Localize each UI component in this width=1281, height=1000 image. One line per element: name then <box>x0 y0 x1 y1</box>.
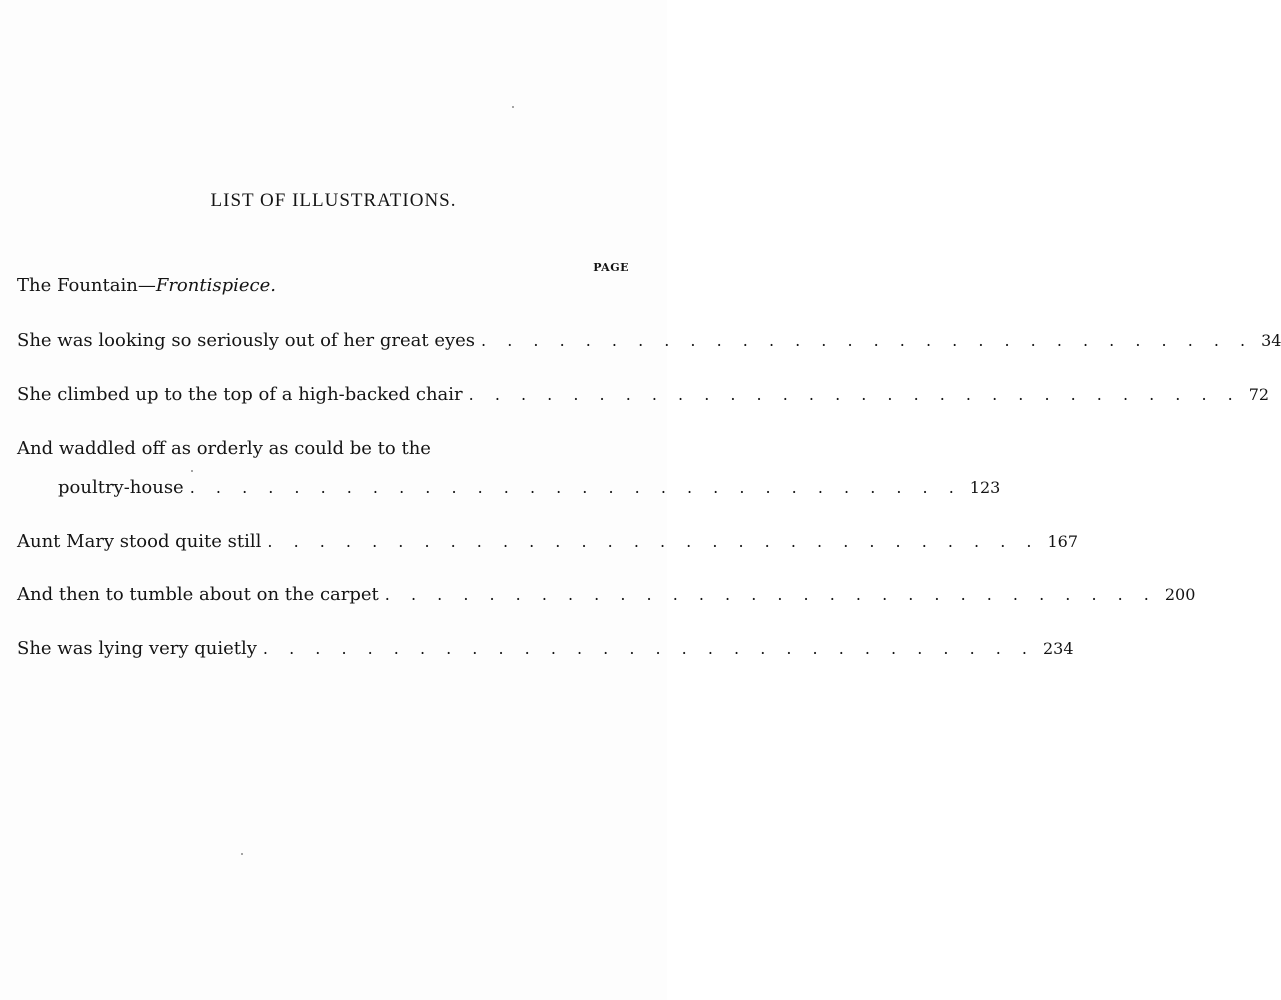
entry-label: She climbed up to the top of a high-backed chair <box>17 384 463 405</box>
page-number: 72 <box>1248 385 1270 404</box>
page-number: 167 <box>1047 532 1079 551</box>
page-number: 123 <box>969 478 1001 497</box>
scan-speck <box>241 853 243 855</box>
entry-label: The Fountain—Frontispiece. <box>17 275 276 296</box>
entry-label: And then to tumble about on the carpet <box>17 584 379 605</box>
dot-leader: . . . . . . . . . . . . . . . . . . . . . . . . . . . . . . <box>468 385 1241 404</box>
illustration-entry <box>17 531 1079 553</box>
entry-label: And waddled off as orderly as could be to the <box>17 438 431 459</box>
dot-leader: . . . . . . . . . . . . . . . . . . . . . . . . . . . . . . <box>267 532 1040 551</box>
illustration-entry <box>17 438 629 460</box>
page-number: 234 <box>1043 639 1074 658</box>
entry-label: Aunt Mary stood quite still <box>17 531 262 552</box>
illustration-entry-fountain <box>17 275 629 297</box>
page-column-header: PAGE <box>593 261 629 274</box>
illustration-entry <box>17 638 1074 660</box>
page-number: 200 <box>1164 585 1196 604</box>
illustration-entry <box>17 584 1196 606</box>
dot-leader: . . . . . . . . . . . . . . . . . . . . . . . . . . . . . . <box>189 478 962 497</box>
entry-label: She was looking so seriously out of her great eyes <box>17 330 476 351</box>
page-number: 34 <box>1261 331 1281 350</box>
dot-leader: . . . . . . . . . . . . . . . . . . . . . . . . . . . . . . <box>262 639 1035 658</box>
illustration-entry <box>17 330 1281 352</box>
illustration-entry <box>17 384 1270 406</box>
scan-speck <box>512 106 514 108</box>
entry-label: poultry-house <box>58 477 184 498</box>
entry-label-italic: Frontispiece. <box>155 275 276 296</box>
scan-speck <box>191 470 193 472</box>
page-title: LIST OF ILLUSTRATIONS. <box>210 190 457 211</box>
entry-label: She was lying very quietly <box>17 638 257 659</box>
dot-leader: . . . . . . . . . . . . . . . . . . . . . . . . . . . . . . <box>481 331 1254 350</box>
illustration-entry-continuation <box>58 477 1001 499</box>
dot-leader: . . . . . . . . . . . . . . . . . . . . . . . . . . . . . . <box>384 585 1157 604</box>
